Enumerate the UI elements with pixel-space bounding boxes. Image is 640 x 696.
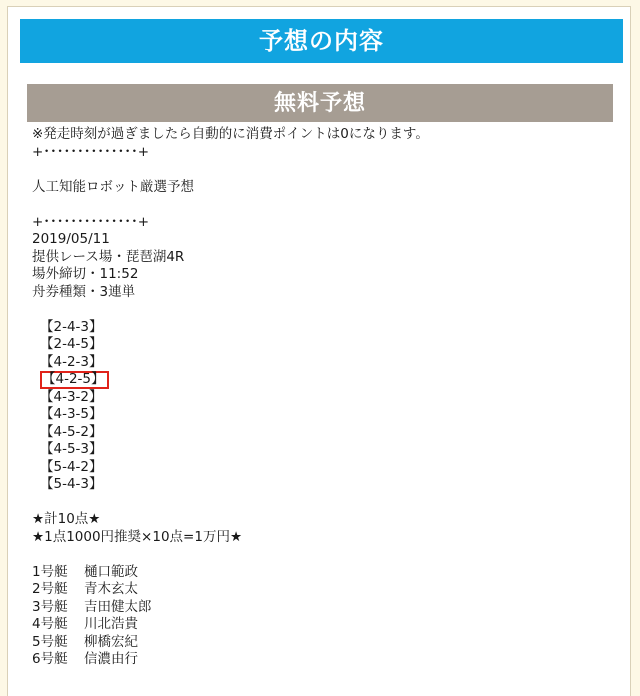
boat-row <box>32 634 612 652</box>
race-venue: 提供レース場・琵琶湖4R <box>32 248 185 265</box>
boat-row <box>32 599 612 617</box>
total-points: ★計10点★ <box>32 511 101 527</box>
pick-label: 【2-4-3】 <box>40 318 103 335</box>
boat-number: 4号艇 <box>32 616 68 632</box>
boat-row <box>32 564 612 582</box>
racer-name: 樋口範政 <box>84 563 138 580</box>
pick-row <box>32 389 612 407</box>
pick-row <box>32 319 612 337</box>
boat-row <box>32 616 612 634</box>
racer-name: 青木玄太 <box>84 581 138 597</box>
pick-row <box>32 354 612 372</box>
stake-recommendation: ★1点1000円推奨×10点=1万円★ <box>32 528 243 545</box>
spacer <box>32 494 612 512</box>
pick-row <box>32 476 612 494</box>
divider-bottom: +･･････････････+ <box>32 213 150 230</box>
race-date: 2019/05/11 <box>32 231 110 247</box>
boat-number: 3号艇 <box>32 598 68 615</box>
boat-number: 6号艇 <box>32 651 68 667</box>
pick-row <box>32 336 612 354</box>
pick-label: 【5-4-3】 <box>40 476 103 492</box>
pick-row <box>32 371 612 389</box>
pick-label: 【4-5-2】 <box>40 423 103 440</box>
pick-row <box>32 406 612 424</box>
pick-label: 【4-3-5】 <box>40 406 103 422</box>
ticket-type: 舟券種類・3連単 <box>32 283 136 300</box>
prediction-content <box>32 126 612 669</box>
pick-label: 【5-4-2】 <box>40 458 103 475</box>
pick-label: 【4-2-3】 <box>40 353 103 370</box>
spacer <box>32 196 612 214</box>
picks-list <box>32 319 612 494</box>
divider-top: +･･････････････+ <box>32 143 150 160</box>
boat-number: 2号艇 <box>32 581 68 597</box>
section-title: 無料予想 <box>27 84 613 122</box>
plan-name: 人工知能ロボット厳選予想 <box>32 178 194 195</box>
boat-row <box>32 651 612 669</box>
pick-label: 【2-4-5】 <box>40 336 103 352</box>
pick-label-highlighted: 【4-2-5】 <box>40 371 109 389</box>
page-title: 予想の内容 <box>20 19 623 63</box>
racer-name: 信濃由行 <box>84 651 138 667</box>
boat-number: 5号艇 <box>32 633 68 650</box>
pick-row <box>32 424 612 442</box>
notice-text: ※発走時刻が過ぎましたら自動的に消費ポイントは0になります。 <box>32 126 429 142</box>
pick-label: 【4-5-3】 <box>40 441 103 457</box>
boat-number: 1号艇 <box>32 563 68 580</box>
racer-name: 柳橋宏紀 <box>84 633 138 650</box>
racer-name: 川北浩貴 <box>84 616 138 632</box>
boats-list <box>32 564 612 669</box>
pick-row <box>32 459 612 477</box>
racer-name: 吉田健太郎 <box>84 598 152 615</box>
boat-row <box>32 581 612 599</box>
spacer <box>32 161 612 179</box>
spacer <box>32 546 612 564</box>
spacer <box>32 301 612 319</box>
pick-row <box>32 441 612 459</box>
pick-label: 【4-3-2】 <box>40 388 103 405</box>
race-deadline: 場外締切・11:52 <box>32 266 139 282</box>
